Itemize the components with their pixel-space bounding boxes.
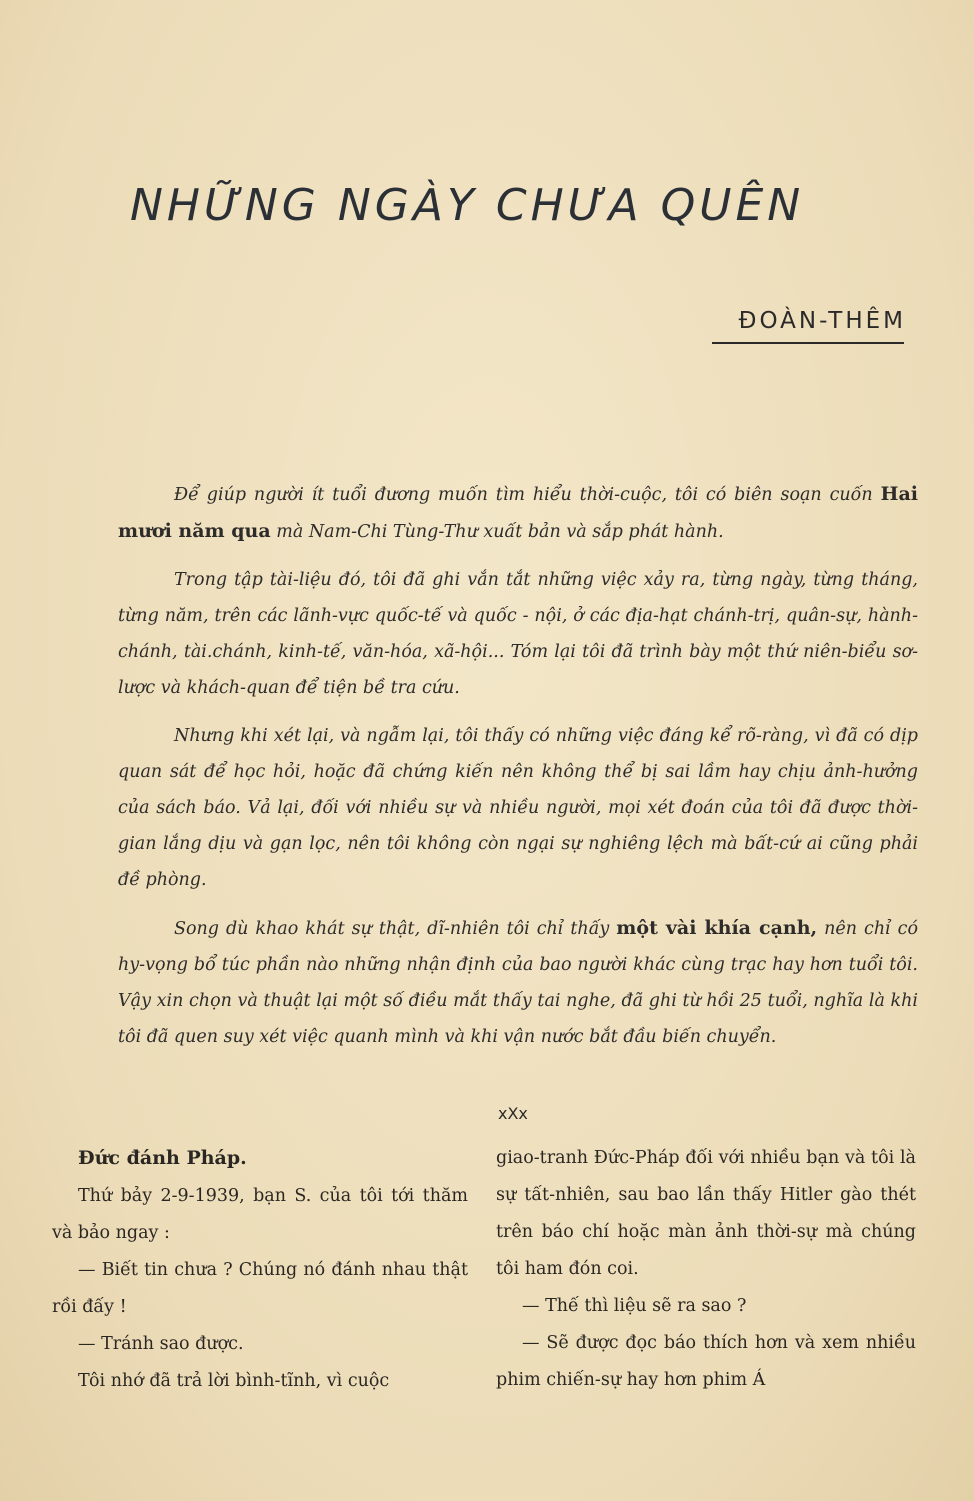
section-separator: xXx <box>498 1104 528 1123</box>
left-paragraph: Thứ bảy 2-9-1939, bạn S. của tôi tới thăm và bảo ngay : <box>52 1186 468 1243</box>
left-paragraph: — Tránh sao được. <box>78 1334 244 1354</box>
author-name: ĐOÀN-THÊM <box>738 308 906 334</box>
intro-paragraph-4 <box>118 910 918 1055</box>
intro-p4-emphasis: một vài khía cạnh, <box>616 917 818 939</box>
book-title: Hai mươi năm qua <box>118 483 918 542</box>
intro-p4-text-a: Song dù khao khát sự thật, dĩ-nhiên tôi chỉ thấy <box>174 919 617 939</box>
intro-section <box>118 476 918 1067</box>
intro-p4-text-b: nên chỉ có hy-vọng bổ túc phần nào những nhận định của bao người khác cùng trạc hay hơn tuổi tôi. Vậy xin chọn và thuật lại một số điều mắt thấy tai nghe, đã ghi từ hồi 25 tuổi, nghĩa là khi tôi đã quen suy xét việc quanh mình và khi vận nước bắt đầu biến chuyển. <box>118 919 919 1047</box>
article-title: NHỮNG NGÀY CHƯA QUÊN <box>130 180 805 231</box>
intro-paragraph-2: Trong tập tài-liệu đó, tôi đã ghi vắn tắt những việc xảy ra, từng ngày, từng tháng, từng năm, trên các lãnh-vực quốc-tế và quốc - nội, ở các địa-hạt chánh-trị, quân-sự, hành-chánh, tài.chánh, kinh-tế, văn-hóa, xã-hội... Tóm lại tôi đã trình bày một thứ niên-biểu sơ-lược và khách-quan để tiện bề tra cứu. <box>118 570 918 698</box>
right-column <box>496 1140 916 1399</box>
intro-p1-text-a: Để giúp người ít tuổi đương muốn tìm hiểu thời-cuộc, tôi có biên soạn cuốn <box>174 485 881 505</box>
left-paragraph: — Biết tin chưa ? Chúng nó đánh nhau thật rồi đấy ! <box>52 1260 468 1317</box>
author-underline <box>712 342 904 344</box>
right-paragraph: giao-tranh Đức-Pháp đối với nhiều bạn và tôi là sự tất-nhiên, sau bao lần thấy Hitler gào thét trên báo chí hoặc màn ảnh thời-sự mà chúng tôi ham đón coi. <box>496 1148 916 1279</box>
right-paragraph: — Thế thì liệu sẽ ra sao ? <box>522 1296 747 1316</box>
intro-paragraph-3: Nhưng khi xét lại, và ngẫm lại, tôi thấy có những việc đáng kể rõ-ràng, vì đã có dịp quan sát để học hỏi, hoặc đã chứng kiến nên không thể bị sai lầm hay chịu ảnh-hưởng của sách báo. Vả lại, đối với nhiều sự và nhiều người, mọi xét đoán của tôi đã được thời-gian lắng dịu và gạn lọc, nên tôi không còn ngại sự nghiêng lệch mà bất-cứ ai cũng phải đề phòng. <box>118 726 918 890</box>
intro-paragraph-1 <box>118 476 918 550</box>
section-heading: Đức đánh Pháp. <box>78 1147 247 1169</box>
left-column <box>52 1140 468 1400</box>
intro-p1-text-b: mà Nam-Chi Tùng-Thư xuất bản và sắp phát hành. <box>270 522 724 542</box>
right-paragraph: — Sẽ được đọc báo thích hơn và xem nhiều phim chiến-sự hay hơn phim Á <box>496 1333 916 1390</box>
left-paragraph: Tôi nhớ đã trả lời bình-tĩnh, vì cuộc <box>78 1371 390 1391</box>
